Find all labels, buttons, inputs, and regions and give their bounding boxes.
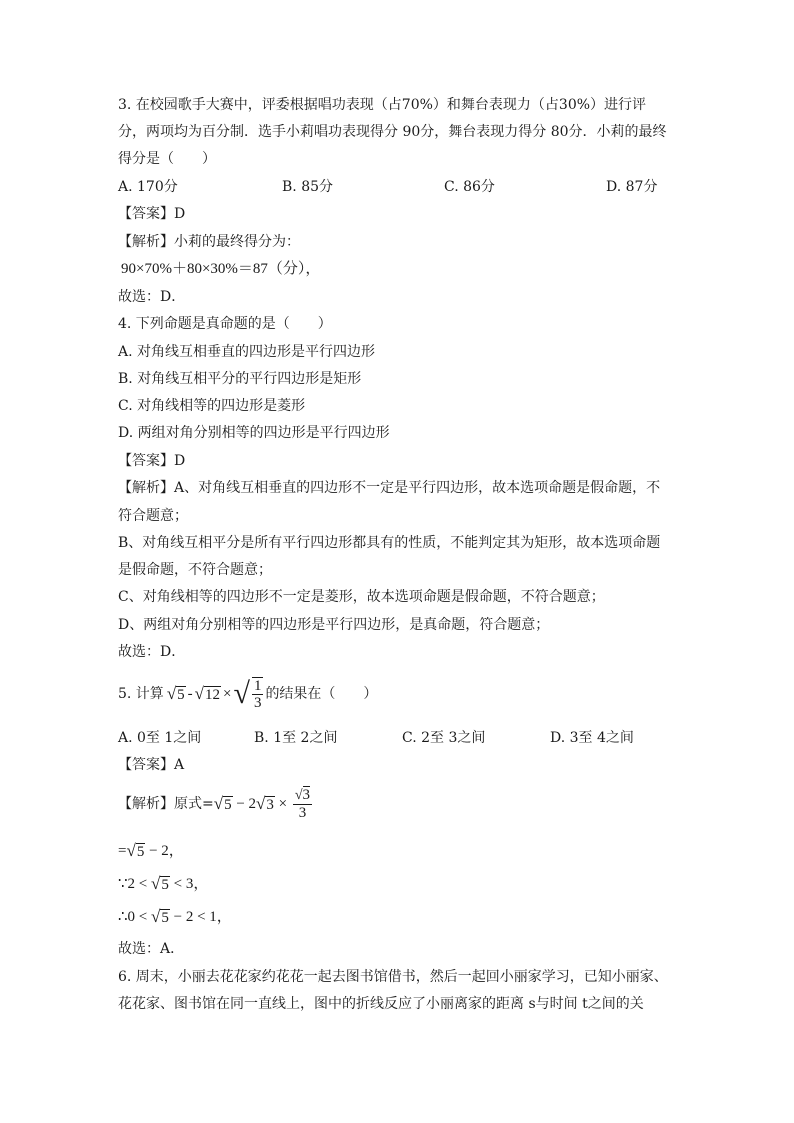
- q5-minus: -: [187, 686, 193, 702]
- q5-analysis-step-4: [118, 908, 232, 927]
- q4-answer: 【答案】D: [118, 453, 186, 469]
- q5-analysis-step-2: [118, 842, 184, 861]
- q5-option-b: B. 1至 2之间: [254, 730, 338, 746]
- q5-answer: 【答案】A: [118, 757, 185, 773]
- q5-step1-sqrt-3: √3: [256, 793, 274, 813]
- q4-conclusion: 故选：D．: [118, 644, 186, 660]
- q5-stem: [118, 676, 377, 712]
- q5-step1-fraction: [293, 787, 312, 821]
- q3-conclusion: 故选：D．: [118, 289, 186, 305]
- q5-stem-prefix: 5. 计算: [118, 686, 164, 702]
- q3-option-b: B. 85分: [282, 179, 334, 195]
- q4-analysis-line-5: C、对角线相等的四边形不一定是菱形，故本选项命题是假命题，不符合题意；: [118, 589, 605, 605]
- q5-analysis-step-1: [118, 786, 314, 822]
- q3-analysis-line-1: 【解析】小莉的最终得分为：: [118, 234, 300, 250]
- q5-step2-tail: − 2，: [145, 843, 184, 859]
- q5-sqrt-5: √5: [166, 683, 185, 703]
- q3-stem-line-3: 得分是（ ）: [118, 151, 216, 167]
- q5-option-c: C. 2至 3之间: [402, 730, 486, 746]
- q5-sqrt-frac: √ $\frac{1}{3}$: [233, 677, 262, 711]
- q3-option-a: A. 170分: [118, 179, 178, 195]
- q5-step3-sqrt-5: √5: [151, 874, 169, 894]
- q3-option-c: C. 86分: [444, 179, 495, 195]
- q5-times: ×: [223, 686, 232, 702]
- q5-step1-frac-den: 3: [298, 805, 307, 821]
- q5-step1-expression: [214, 787, 314, 821]
- q5-step3-tail: < 3，: [169, 876, 209, 892]
- q5-conclusion: 故选：A．: [118, 941, 185, 957]
- q4-analysis-line-2: 符合题意；: [118, 508, 188, 524]
- q4-analysis-line-1: 【解析】A、对角线互相垂直的四边形不一定是平行四边形，故本选项命题是假命题，不: [118, 480, 661, 496]
- q5-analysis-prefix: 【解析】原式=: [118, 796, 214, 812]
- q4-analysis-line-6: D、两组对角分别相等的四边形是平行四边形，是真命题，符合题意；: [118, 617, 550, 633]
- q4-analysis-line-3: B、对角线互相平分是所有平行四边形都具有的性质，不能判定其为矩形，故本选项命题: [118, 535, 661, 551]
- q5-step4-head: ∴0 <: [118, 909, 152, 925]
- q5-expression: [167, 677, 266, 711]
- q3-option-d: D. 87分: [606, 179, 658, 195]
- q6-stem-line-1: 6. 周末，小丽去花花家约花花一起去图书馆借书，然后一起回小丽家学习，已知小丽家、: [118, 969, 668, 985]
- q5-step2-sqrt-5: √5: [126, 841, 145, 861]
- q5-stem-suffix: 的结果在（ ）: [265, 686, 378, 702]
- q4-option-a: A. 对角线互相垂直的四边形是平行四边形: [118, 344, 376, 360]
- q3-answer: 【答案】D: [118, 206, 186, 222]
- q4-option-c: C. 对角线相等的四边形是菱形: [118, 398, 306, 414]
- q5-frac-den: 3: [253, 695, 262, 711]
- q5-sqrt-12: √12: [194, 683, 220, 703]
- q5-step1-frac-num: √3: [294, 787, 311, 803]
- q4-stem: 4. 下列命题是真命题的是（ ）: [118, 316, 332, 332]
- q5-step4-tail: − 2 < 1，: [169, 909, 232, 925]
- q5-frac-num: 1: [253, 678, 262, 694]
- q6-stem-line-2: 花花家、图书馆在同一直线上，图中的折线反应了小丽离家的距离 s与时间 t之间的关: [118, 996, 644, 1012]
- q5-step3-head: ∵2 <: [118, 876, 152, 892]
- q3-analysis-formula: 90×70%＋80×30%＝87（分），: [121, 261, 321, 277]
- q5-step2-eq: =: [118, 843, 127, 859]
- q5-option-d: D. 3至 4之间: [550, 730, 634, 746]
- q5-step4-sqrt-5: √5: [151, 907, 169, 927]
- q5-analysis-step-3: [118, 875, 208, 894]
- q3-stem-line-2: 分，两项均为百分制．选手小莉唱功表现得分 90分，舞台表现力得分 80分．小莉的最终: [118, 124, 667, 140]
- q5-fraction: [252, 677, 264, 711]
- q5-step1-sqrt-5: √5: [213, 793, 232, 813]
- q5-step1-minus-2: − 2: [232, 796, 257, 812]
- q5-option-a: A. 0至 1之间: [118, 730, 202, 746]
- q4-analysis-line-4: 是假命题，不符合题意；: [118, 562, 272, 578]
- q3-stem-line-1: 3. 在校园歌手大赛中，评委根据唱功表现（占70%）和舞台表现力（占30%）进行评: [118, 97, 647, 113]
- q4-option-b: B. 对角线互相平分的平行四边形是矩形: [118, 371, 362, 387]
- q4-option-d: D. 两组对角分别相等的四边形是平行四边形: [118, 425, 390, 441]
- q5-step1-times: ×: [274, 796, 291, 812]
